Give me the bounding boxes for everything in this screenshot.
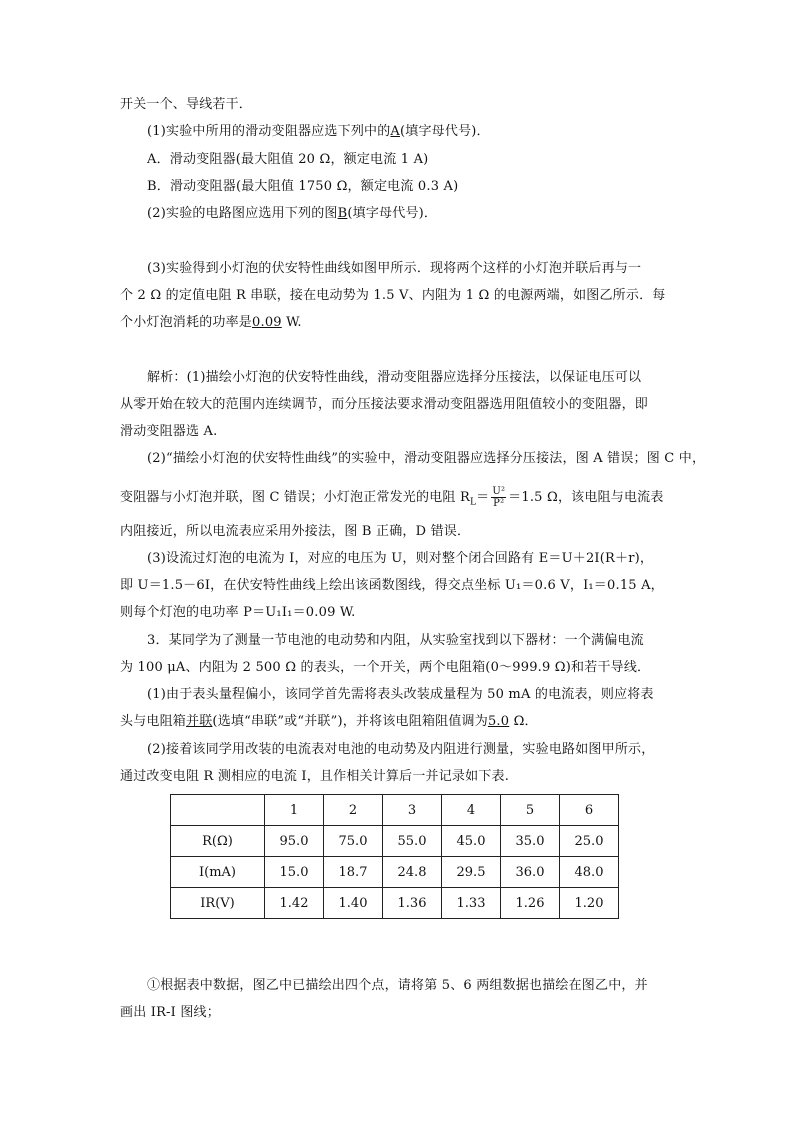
answer-2: B <box>337 206 348 221</box>
analysis-line-9: 则每个灯泡的电功率 P＝U₁I₁＝0.09 W. <box>120 605 356 620</box>
task-line-1: ①根据表中数据，图乙中已描绘出四个点，请将第 5、6 两组数据也描绘在图乙中，并 <box>147 978 648 993</box>
question-2-line: (2)实验的电路图应选用下列的图B(填字母代号)． <box>147 206 438 221</box>
analysis-line-5: 变阻器与小灯泡并联，图 C 错误；小灯泡正常发光的电阻 $R_L=$ $\frac{\text{U²}}{\text{P²}}$ ＝1.5 Ω，该电阻与电流表 <box>120 486 664 509</box>
option-b: B．滑动变阻器(最大阻值 1750 Ω，额定电流 0.3 A) <box>147 179 459 194</box>
table-header-row <box>171 795 619 826</box>
answer-3: 0.09 <box>252 315 282 330</box>
table-cell: 1.33 <box>442 888 501 919</box>
answer-resistance: 5.0 <box>487 714 510 729</box>
table-row-label: I(mA) <box>171 857 265 888</box>
resistance-fraction: $\frac{\text{U²}}{\text{P²}}$ <box>492 486 506 509</box>
question-3-line-2: 个 2 Ω 的定值电阻 R 串联，接在电动势为 1.5 V、内阻为 1 Ω 的电源两端，如图乙所示．每 <box>120 288 666 303</box>
table-cell: 36.0 <box>501 857 560 888</box>
question-1-line: (1)实验中所用的滑动变阻器应选下列中的A(填字母代号)． <box>147 124 490 139</box>
intro-line: 开关一个、导线若干． <box>120 97 253 112</box>
table-cell: 24.8 <box>383 857 442 888</box>
table-cell: 25.0 <box>560 826 619 857</box>
table-cell: 1.20 <box>560 888 619 919</box>
table-cell: 1.36 <box>383 888 442 919</box>
question-3-line-3: 个小灯泡消耗的功率是0.09 W. <box>120 315 302 330</box>
table-cell: 15.0 <box>265 857 324 888</box>
problem-3-line-2: 为 100 μA、内阻为 2 500 Ω 的表头，一个开关，两个电阻箱(0～999.9 Ω)和若干导线． <box>120 660 651 675</box>
table-header-cell: 1 <box>265 795 324 826</box>
question-3-line-1: (3)实验得到小灯泡的伏安特性曲线如图甲所示．现将两个这样的小灯泡并联后再与一 <box>147 261 642 276</box>
table-cell: 1.42 <box>265 888 324 919</box>
problem-3-sub2-line-2: 通过改变电阻 R 测相应的电流 I，且作相关计算后一并记录如下表. <box>120 769 510 784</box>
table-header-cell <box>171 795 265 826</box>
table-header-cell: 3 <box>383 795 442 826</box>
table-cell: 29.5 <box>442 857 501 888</box>
data-table <box>170 794 619 919</box>
table-cell: 55.0 <box>383 826 442 857</box>
problem-3-sub1-line-1: (1)由于表头量程偏小，该同学首先需将表头改装成量程为 50 mA 的电流表，则应将表 <box>147 687 654 702</box>
table-cell: 45.0 <box>442 826 501 857</box>
problem-3-sub1-line-2: 头与电阻箱并联(选填“串联”或“并联”)，并将该电阻箱阻值调为5.0 Ω． <box>120 714 538 729</box>
table-cell: 95.0 <box>265 826 324 857</box>
task-line-2: 画出 IR-I 图线； <box>120 1005 220 1020</box>
analysis-line-1: 解析：(1)描绘小灯泡的伏安特性曲线，滑动变阻器应选择分压接法，以保证电压可以 <box>147 370 642 385</box>
analysis-line-2: 从零开始在较大的范围内连续调节，而分压接法要求滑动变阻器选用阻值较小的变阻器，即 <box>120 397 649 412</box>
problem-3-line-1: 3．某同学为了测量一节电池的电动势和内阻，从实验室找到以下器材：一个满偏电流 <box>147 633 644 648</box>
table-cell: 48.0 <box>560 857 619 888</box>
answer-connection: 并联 <box>186 714 213 729</box>
problem-3-sub2-line-1: (2)接着该同学用改装的电流表对电池的电动势及内阻进行测量，实验电路如图甲所示， <box>147 742 655 757</box>
table-header-cell: 4 <box>442 795 501 826</box>
analysis-line-6: 内阻接近，所以电流表应采用外接法，图 B 正确，D 错误． <box>120 524 471 539</box>
option-a: A．滑动变阻器(最大阻值 20 Ω，额定电流 1 A) <box>147 152 429 167</box>
table-header-cell: 5 <box>501 795 560 826</box>
table-header-cell: 6 <box>560 795 619 826</box>
table-cell: 35.0 <box>501 826 560 857</box>
analysis-line-3: 滑动变阻器选 A. <box>120 424 218 439</box>
table-row <box>171 826 619 857</box>
answer-1: A <box>390 124 401 139</box>
table-row <box>171 888 619 919</box>
table-cell: 18.7 <box>324 857 383 888</box>
table-row-label: IR(V) <box>171 888 265 919</box>
table-cell: 1.40 <box>324 888 383 919</box>
table-header-cell: 2 <box>324 795 383 826</box>
analysis-line-8: 即 U＝1.5－6I，在伏安特性曲线上绘出该函数图线，得交点坐标 U₁＝0.6 V，I₁＝0.15 A， <box>120 578 664 593</box>
analysis-line-7: (3)设流过灯泡的电流为 I，对应的电压为 U，则对整个闭合回路有 E＝U＋2I(R＋r)， <box>147 551 654 566</box>
table-cell: 75.0 <box>324 826 383 857</box>
analysis-line-4: (2)“描绘小灯泡的伏安特性曲线”的实验中，滑动变阻器应选择分压接法，图 A 错误；图 C 中， <box>147 451 706 466</box>
table-cell: 1.26 <box>501 888 560 919</box>
table-row <box>171 857 619 888</box>
table-row-label: R(Ω) <box>171 826 265 857</box>
